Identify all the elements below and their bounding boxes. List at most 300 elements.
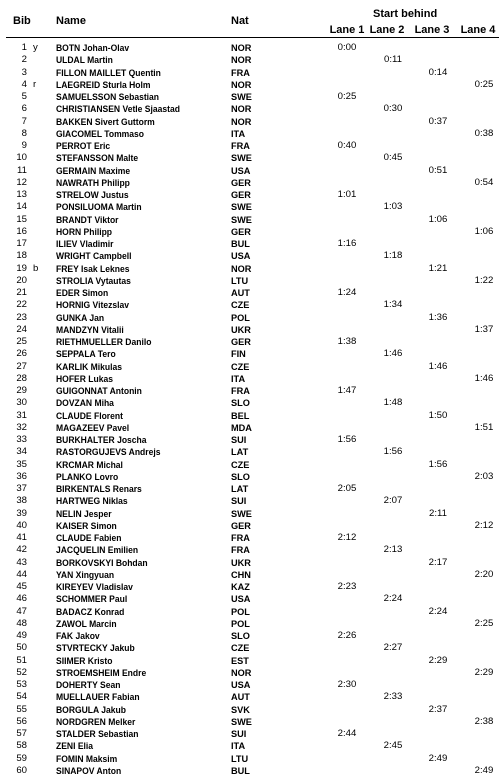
table-row — [0, 630, 503, 642]
bib-cell: 59 — [16, 752, 27, 764]
table-row — [0, 263, 503, 275]
athlete-name-cell: PLANKO Lovro — [56, 471, 119, 482]
athlete-name-cell: KIREYEV Vladislav — [56, 582, 133, 592]
bib-cell: 39 — [16, 507, 27, 519]
nation-cell: USA — [231, 251, 251, 262]
nation-cell: FRA — [231, 386, 250, 396]
athlete-name-cell: GIACOMEL Tommaso — [56, 128, 144, 139]
bib-cell: 38 — [16, 495, 27, 507]
athlete-name-cell: MUELLAUER Fabian — [56, 692, 140, 703]
table-row — [0, 397, 503, 409]
start-behind-time-cell: 1:48 — [383, 397, 403, 409]
bib-cell: 60 — [16, 764, 27, 776]
bib-cell: 44 — [16, 568, 27, 580]
nation-cell: FRA — [231, 67, 250, 78]
athlete-name-cell: HORNIG Vitezslav — [56, 300, 129, 311]
bib-cell: 42 — [16, 544, 27, 556]
table-row — [0, 557, 503, 569]
athlete-name-cell: SIIMER Kristo — [56, 655, 113, 666]
athlete-name-cell: SEPPALA Tero — [56, 349, 116, 360]
start-behind-time-cell: 2:12 — [337, 532, 357, 543]
nation-cell: AUT — [231, 288, 250, 298]
table-row — [0, 691, 503, 703]
table-row — [0, 544, 503, 556]
table-row — [0, 312, 503, 324]
start-behind-time-cell: 1:22 — [474, 274, 494, 286]
nation-cell: AUT — [231, 692, 250, 703]
start-behind-time-cell: 1:46 — [383, 348, 403, 360]
nation-cell: SVK — [231, 704, 250, 715]
bib-cell: 9 — [21, 140, 27, 151]
nation-cell: FRA — [231, 533, 250, 543]
start-behind-time-cell: 0:11 — [384, 54, 402, 66]
nation-cell: FRA — [231, 545, 250, 556]
athlete-name-cell: FREY Isak Leknes — [56, 263, 130, 274]
table-row — [0, 177, 503, 189]
nation-cell: UKR — [231, 324, 251, 335]
table-row — [0, 740, 503, 752]
athlete-name-cell: NELIN Jesper — [56, 508, 112, 519]
bib-cell: 34 — [16, 446, 27, 458]
start-behind-time-cell: 0:25 — [337, 91, 357, 102]
nation-cell: SWE — [231, 202, 252, 213]
athlete-name-cell: STROLIA Vytautas — [56, 275, 131, 286]
table-row — [0, 655, 503, 667]
athlete-name-cell: HORN Philipp — [56, 226, 113, 237]
athlete-name-cell: SCHOMMER Paul — [56, 594, 128, 605]
start-behind-time-cell: 2:12 — [474, 519, 494, 531]
athlete-name-cell: BAKKEN Sivert Guttorm — [56, 116, 155, 127]
column-header-lane-1: Lane 1 — [329, 24, 365, 36]
athlete-name-cell: ILIEV Vladimir — [56, 239, 114, 249]
bib-cell: 16 — [16, 225, 27, 237]
nation-cell: ITA — [231, 373, 246, 384]
table-row — [0, 67, 503, 79]
table-row — [0, 373, 503, 385]
table-row — [0, 275, 503, 287]
bib-cell: 11 — [17, 164, 27, 176]
bib-cell: 58 — [16, 740, 27, 752]
bib-cell: 21 — [16, 287, 27, 298]
column-header-lane-2: Lane 2 — [369, 24, 405, 36]
athlete-name-cell: NAWRATH Philipp — [56, 177, 130, 188]
marker-cell: r — [33, 78, 37, 90]
start-behind-time-cell: 0:25 — [474, 78, 494, 90]
table-row — [0, 581, 503, 593]
bib-cell: 55 — [16, 703, 27, 715]
start-behind-time-cell: 1:01 — [337, 189, 357, 200]
nation-cell: FRA — [231, 141, 250, 151]
bib-cell: 57 — [16, 728, 27, 739]
table-row — [0, 336, 503, 348]
athlete-name-cell: FAK Jakov — [56, 631, 100, 641]
bib-cell: 12 — [16, 176, 27, 188]
nation-cell: LTU — [231, 753, 249, 764]
nation-cell: SWE — [231, 214, 252, 225]
nation-cell: SWE — [231, 716, 252, 727]
nation-cell: SUI — [231, 729, 247, 739]
bib-cell: 22 — [16, 299, 27, 311]
nation-cell: BUL — [231, 765, 250, 776]
table-row — [0, 618, 503, 630]
bib-cell: 46 — [16, 593, 27, 605]
table-row — [0, 348, 503, 360]
athlete-name-cell: BURKHALTER Joscha — [56, 435, 147, 445]
bib-cell: 32 — [16, 421, 27, 433]
start-behind-time-cell: 0:45 — [383, 152, 403, 164]
table-row — [0, 716, 503, 728]
start-behind-time-cell: 1:18 — [383, 250, 403, 262]
start-behind-time-cell: 1:38 — [337, 336, 357, 347]
athlete-name-cell: FOMIN Maksim — [56, 753, 118, 764]
start-behind-time-cell: 1:06 — [474, 225, 494, 237]
start-behind-time-cell: 1:34 — [383, 299, 403, 311]
nation-cell: MDA — [231, 422, 252, 433]
start-behind-time-cell: 0:51 — [428, 164, 448, 176]
nation-cell: BEL — [231, 410, 250, 421]
athlete-name-cell: STALDER Sebastian — [56, 729, 139, 739]
nation-cell: POL — [231, 312, 250, 323]
bib-cell: 35 — [16, 458, 27, 470]
header-divider — [6, 37, 499, 38]
column-header-name: Name — [56, 15, 86, 27]
nation-cell: CZE — [231, 361, 250, 372]
athlete-name-cell: RIETHMUELLER Danilo — [56, 337, 152, 347]
bib-cell: 52 — [16, 666, 27, 678]
bib-cell: 33 — [16, 434, 27, 445]
bib-cell: 1 — [21, 42, 27, 53]
athlete-name-cell: CLAUDE Fabien — [56, 533, 122, 543]
column-header-lane-3: Lane 3 — [414, 24, 450, 36]
nation-cell: UKR — [231, 557, 251, 568]
start-behind-time-cell: 1:03 — [383, 201, 403, 213]
table-row — [0, 679, 503, 691]
table-row — [0, 520, 503, 532]
athlete-name-cell: GUIGONNAT Antonin — [56, 386, 142, 396]
bib-cell: 41 — [16, 532, 27, 543]
table-row — [0, 79, 503, 91]
table-row — [0, 287, 503, 299]
start-behind-time-cell: 2:29 — [428, 654, 448, 666]
athlete-name-cell: STVRTECKY Jakub — [56, 643, 135, 654]
athlete-name-cell: KARLIK Mikulas — [56, 361, 123, 372]
bib-cell: 10 — [16, 152, 27, 164]
table-row — [0, 422, 503, 434]
nation-cell: SUI — [231, 435, 247, 445]
table-row — [0, 753, 503, 765]
table-row — [0, 201, 503, 213]
athlete-name-cell: LAEGREID Sturla Holm — [56, 79, 151, 90]
nation-cell: SLO — [231, 471, 250, 482]
nation-cell: NOR — [231, 55, 252, 66]
start-list-table — [0, 42, 503, 777]
table-row — [0, 495, 503, 507]
nation-cell: SLO — [231, 631, 250, 641]
start-behind-time-cell: 1:36 — [428, 311, 448, 323]
athlete-name-cell: BOTN Johan-Olav — [56, 43, 130, 53]
start-behind-time-cell: 0:54 — [474, 176, 494, 188]
start-behind-time-cell: 0:37 — [428, 115, 448, 127]
bib-cell: 5 — [21, 91, 27, 102]
table-row — [0, 532, 503, 544]
start-behind-time-cell: 1:16 — [337, 238, 357, 249]
bib-cell: 17 — [16, 238, 27, 249]
nation-cell: NOR — [231, 667, 252, 678]
nation-cell: CHN — [231, 569, 251, 580]
table-row — [0, 226, 503, 238]
nation-cell: GER — [231, 190, 251, 200]
start-behind-time-cell: 2:20 — [474, 568, 494, 580]
start-behind-time-cell: 2:17 — [428, 556, 448, 568]
start-behind-time-cell: 2:30 — [337, 679, 357, 690]
athlete-name-cell: SAMUELSSON Sebastian — [56, 92, 160, 102]
table-row — [0, 361, 503, 373]
table-row — [0, 152, 503, 164]
bib-cell: 28 — [16, 372, 27, 384]
bib-cell: 7 — [21, 115, 27, 127]
table-row — [0, 299, 503, 311]
athlete-name-cell: BADACZ Konrad — [56, 606, 125, 617]
bib-cell: 50 — [16, 642, 27, 654]
athlete-name-cell: ULDAL Martin — [56, 55, 113, 66]
bib-cell: 20 — [16, 274, 27, 286]
start-behind-time-cell: 0:00 — [337, 42, 357, 53]
start-behind-time-cell: 2:45 — [383, 740, 403, 752]
column-header-start-behind: Start behind — [373, 8, 438, 20]
start-behind-time-cell: 0:30 — [383, 103, 403, 115]
start-behind-time-cell: 2:33 — [383, 691, 403, 703]
table-row — [0, 765, 503, 777]
athlete-name-cell: STRELOW Justus — [56, 190, 129, 200]
bib-cell: 36 — [16, 470, 27, 482]
athlete-name-cell: MANDZYN Vitalii — [56, 324, 124, 335]
athlete-name-cell: STEFANSSON Malte — [56, 153, 139, 164]
athlete-name-cell: BRANDT Viktor — [56, 214, 119, 225]
column-header-nat: Nat — [231, 15, 249, 27]
start-behind-time-cell: 2:07 — [383, 495, 403, 507]
bib-cell: 3 — [21, 66, 27, 78]
athlete-name-cell: KRCMAR Michal — [56, 459, 123, 470]
nation-cell: SWE — [231, 92, 252, 102]
athlete-name-cell: PERROT Eric — [56, 141, 111, 151]
nation-cell: SUI — [231, 496, 247, 507]
column-header-bib: Bib — [13, 15, 31, 27]
table-row — [0, 128, 503, 140]
bib-cell: 43 — [16, 556, 27, 568]
bib-cell: 18 — [16, 250, 27, 262]
nation-cell: ITA — [231, 128, 246, 139]
nation-cell: POL — [231, 618, 250, 629]
bib-cell: 25 — [16, 336, 27, 347]
bib-cell: 27 — [16, 360, 27, 372]
athlete-name-cell: EDER Simon — [56, 288, 109, 298]
nation-cell: LTU — [231, 275, 249, 286]
nation-cell: SWE — [231, 153, 252, 164]
athlete-name-cell: BORGULA Jakub — [56, 704, 126, 715]
athlete-name-cell: BORKOVSKYI Bohdan — [56, 557, 148, 568]
nation-cell: GER — [231, 520, 251, 531]
nation-cell: USA — [231, 594, 251, 605]
athlete-name-cell: GUNKA Jan — [56, 312, 105, 323]
nation-cell: NOR — [231, 116, 252, 127]
start-behind-time-cell: 2:44 — [337, 728, 357, 739]
table-row — [0, 642, 503, 654]
table-row — [0, 324, 503, 336]
nation-cell: SWE — [231, 508, 252, 519]
start-behind-time-cell: 2:24 — [383, 593, 403, 605]
table-row — [0, 446, 503, 458]
start-behind-time-cell: 2:26 — [337, 630, 357, 641]
start-behind-time-cell: 2:38 — [474, 715, 494, 727]
bib-cell: 26 — [16, 348, 27, 360]
nation-cell: KAZ — [231, 582, 250, 592]
start-behind-time-cell: 2:11 — [429, 507, 447, 519]
table-row — [0, 116, 503, 128]
bib-cell: 37 — [16, 483, 27, 494]
start-behind-time-cell: 1:24 — [337, 287, 357, 298]
table-row — [0, 54, 503, 66]
table-row — [0, 91, 503, 103]
table-row — [0, 385, 503, 397]
athlete-name-cell: NORDGREN Melker — [56, 716, 136, 727]
table-row — [0, 508, 503, 520]
athlete-name-cell: HOFER Lukas — [56, 373, 113, 384]
start-behind-time-cell: 2:05 — [337, 483, 357, 494]
bib-cell: 4 — [21, 78, 27, 90]
athlete-name-cell: YAN Xingyuan — [56, 569, 115, 580]
nation-cell: POL — [231, 606, 250, 617]
bib-cell: 8 — [21, 127, 27, 139]
table-row — [0, 667, 503, 679]
athlete-name-cell: WRIGHT Campbell — [56, 251, 132, 262]
nation-cell: NOR — [231, 79, 252, 90]
bib-cell: 56 — [16, 715, 27, 727]
start-behind-time-cell: 2:27 — [383, 642, 403, 654]
start-behind-time-cell: 0:40 — [337, 140, 357, 151]
nation-cell: LAT — [231, 447, 249, 458]
bib-cell: 30 — [16, 397, 27, 409]
nation-cell: CZE — [231, 300, 250, 311]
start-behind-time-cell: 0:38 — [474, 127, 494, 139]
bib-cell: 40 — [16, 519, 27, 531]
start-behind-time-cell: 1:56 — [383, 446, 403, 458]
bib-cell: 13 — [16, 189, 27, 200]
bib-cell: 31 — [16, 409, 27, 421]
start-behind-time-cell: 1:51 — [474, 421, 494, 433]
bib-cell: 54 — [16, 691, 27, 703]
start-behind-time-cell: 1:50 — [428, 409, 448, 421]
bib-cell: 19 — [16, 262, 27, 274]
start-behind-time-cell: 2:29 — [474, 666, 494, 678]
athlete-name-cell: PONSILUOMA Martin — [56, 202, 142, 213]
bib-cell: 14 — [16, 201, 27, 213]
bib-cell: 24 — [16, 323, 27, 335]
table-row — [0, 471, 503, 483]
nation-cell: NOR — [231, 104, 252, 115]
bib-cell: 48 — [16, 617, 27, 629]
marker-cell: b — [33, 262, 39, 274]
start-behind-time-cell: 2:03 — [474, 470, 494, 482]
table-row — [0, 569, 503, 581]
start-behind-time-cell: 2:13 — [383, 544, 403, 556]
table-row — [0, 593, 503, 605]
marker-cell: y — [33, 42, 38, 53]
nation-cell: EST — [231, 655, 249, 666]
start-behind-time-cell: 1:56 — [337, 434, 357, 445]
athlete-name-cell: JACQUELIN Emilien — [56, 545, 139, 556]
table-row — [0, 728, 503, 740]
nation-cell: NOR — [231, 263, 252, 274]
nation-cell: USA — [231, 165, 251, 176]
table-row — [0, 140, 503, 152]
start-behind-time-cell: 1:46 — [474, 372, 494, 384]
athlete-name-cell: KAISER Simon — [56, 520, 117, 531]
nation-cell: ITA — [231, 741, 246, 752]
nation-cell: FIN — [231, 349, 246, 360]
nation-cell: USA — [231, 680, 251, 690]
table-row — [0, 42, 503, 54]
table-row — [0, 238, 503, 250]
athlete-name-cell: ZENI Elia — [56, 741, 94, 752]
nation-cell: GER — [231, 177, 251, 188]
bib-cell: 45 — [16, 581, 27, 592]
athlete-name-cell: FILLON MAILLET Quentin — [56, 67, 161, 78]
athlete-name-cell: MAGAZEEV Pavel — [56, 422, 130, 433]
table-row — [0, 483, 503, 495]
athlete-name-cell: SINAPOV Anton — [56, 765, 122, 776]
start-behind-time-cell: 2:37 — [428, 703, 448, 715]
athlete-name-cell: STROEMSHEIM Endre — [56, 667, 147, 678]
bib-cell: 47 — [16, 605, 27, 617]
nation-cell: LAT — [231, 484, 249, 494]
bib-cell: 23 — [16, 311, 27, 323]
bib-cell: 15 — [16, 213, 27, 225]
table-row — [0, 459, 503, 471]
nation-cell: CZE — [231, 643, 250, 654]
table-row — [0, 410, 503, 422]
start-behind-time-cell: 1:46 — [428, 360, 448, 372]
bib-cell: 6 — [21, 103, 27, 115]
athlete-name-cell: RASTORGUJEVS Andrejs — [56, 447, 161, 458]
start-behind-time-cell: 1:47 — [337, 385, 357, 396]
nation-cell: SLO — [231, 398, 250, 409]
athlete-name-cell: CLAUDE Florent — [56, 410, 123, 421]
table-row — [0, 165, 503, 177]
athlete-name-cell: ZAWOL Marcin — [56, 618, 117, 629]
column-header-lane-4: Lane 4 — [460, 24, 496, 36]
start-behind-time-cell: 1:06 — [428, 213, 448, 225]
athlete-name-cell: DOHERTY Sean — [56, 680, 121, 690]
bib-cell: 29 — [16, 385, 27, 396]
table-row — [0, 214, 503, 226]
start-behind-time-cell: 0:14 — [428, 66, 448, 78]
table-row — [0, 434, 503, 446]
bib-cell: 49 — [16, 630, 27, 641]
nation-cell: CZE — [231, 459, 250, 470]
nation-cell: GER — [231, 337, 251, 347]
athlete-name-cell: CHRISTIANSEN Vetle Sjaastad — [56, 104, 180, 115]
table-row — [0, 250, 503, 262]
bib-cell: 2 — [21, 54, 27, 66]
start-behind-time-cell: 1:37 — [474, 323, 494, 335]
start-behind-time-cell: 2:24 — [428, 605, 448, 617]
start-behind-time-cell: 2:49 — [428, 752, 448, 764]
athlete-name-cell: GERMAIN Maxime — [56, 165, 131, 176]
athlete-name-cell: HARTWEG Niklas — [56, 496, 128, 507]
athlete-name-cell: DOVZAN Miha — [56, 398, 114, 409]
athlete-name-cell: BIRKENTALS Renars — [56, 484, 142, 494]
start-behind-time-cell: 2:49 — [474, 764, 494, 776]
